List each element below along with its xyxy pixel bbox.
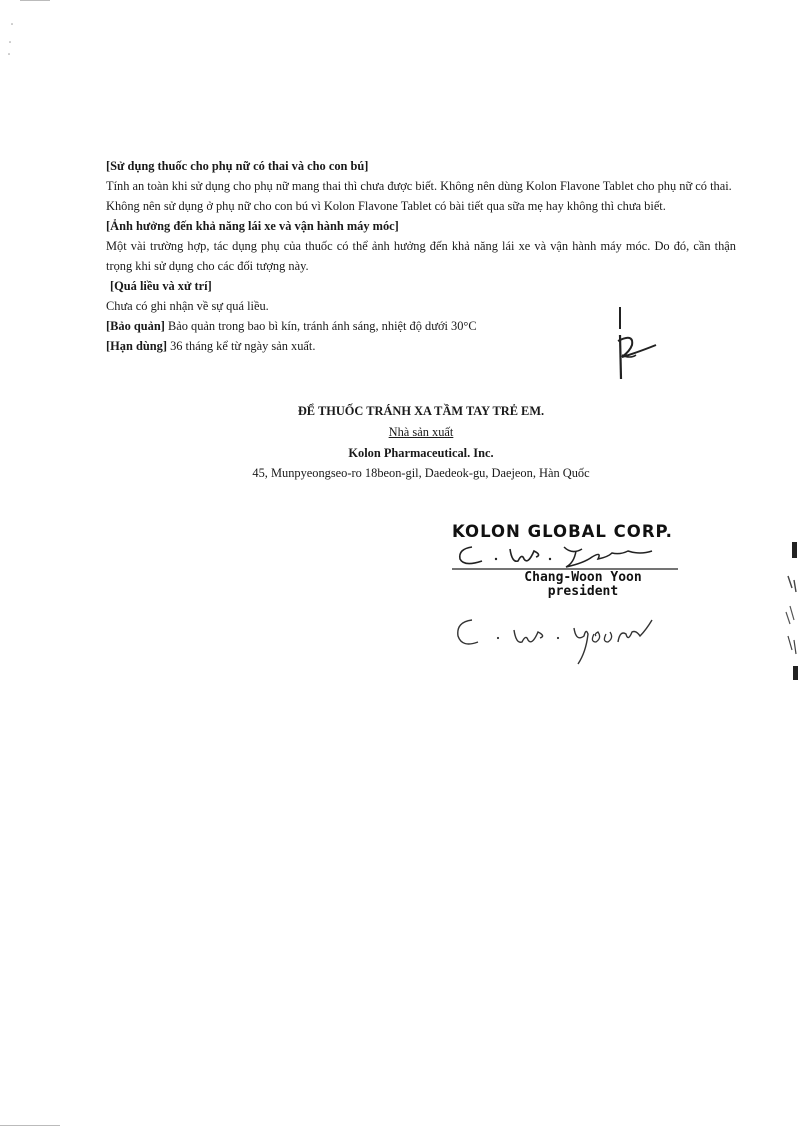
storage-heading: [Bảo quản] [106,319,165,333]
storage-text: Bảo quản trong bao bì kín, tránh ánh sáng, nhiệt độ dưới 30°C [167,319,477,333]
scan-top-line [20,0,50,1]
manufacturer-label: Nhà sản xuất [388,425,454,439]
company-stamp [452,522,684,599]
handwritten-signature [450,608,660,668]
initial-mark [606,305,666,385]
expiry-text: 36 tháng kể từ ngày sản xuất. [170,339,316,353]
scan-speck [6,20,26,60]
child-warning: ĐỂ THUỐC TRÁNH XA TẦM TAY TRẺ EM. [297,404,545,418]
pregnancy-paragraph-2: Không nên sử dụng ở phụ nữ cho con bú vì Kolon Flavone Tablet có bài tiết qua sữa mẹ hay không thì chưa biết. [106,199,666,213]
overdose-paragraph: Chưa có ghi nhận về sự quá liều. [106,299,269,313]
stamp-signatory: Chang-Woon Yoon [524,570,642,585]
stamp-title: president [547,584,619,599]
scan-bottom-line [0,1125,60,1126]
manufacturer-name: Kolon Pharmaceutical. Inc. [348,446,494,460]
overdose-heading: [Quá liều và xử trí] [110,279,212,293]
stamp-company: KOLON GLOBAL CORP. [452,522,673,541]
driving-heading: [Ảnh hưởng đến khả năng lái xe và vận hành máy móc] [106,219,399,233]
scan-edge-marks [780,540,800,690]
stamp-signature [452,541,684,571]
manufacturer-address: 45, Munpyeongseo-ro 18beon-gil, Daedeok-gu, Daejeon, Hàn Quốc [252,466,590,480]
pregnancy-paragraph-1: Tính an toàn khi sử dụng cho phụ nữ mang thai thì chưa được biết. Không nên dùng Kolon Flavone Tablet cho phụ nữ có thai. [106,179,732,193]
pregnancy-heading: [Sử dụng thuốc cho phụ nữ có thai và cho con bú] [106,159,369,173]
expiry-heading: [Hạn dùng] [106,339,167,353]
driving-paragraph: Một vài trường hợp, tác dụng phụ của thuốc có thể ảnh hưởng đến khả năng lái xe và vận hành máy móc. Do đó, cần thận trọng khi sử dụng cho các đối tượng này. [106,239,736,273]
